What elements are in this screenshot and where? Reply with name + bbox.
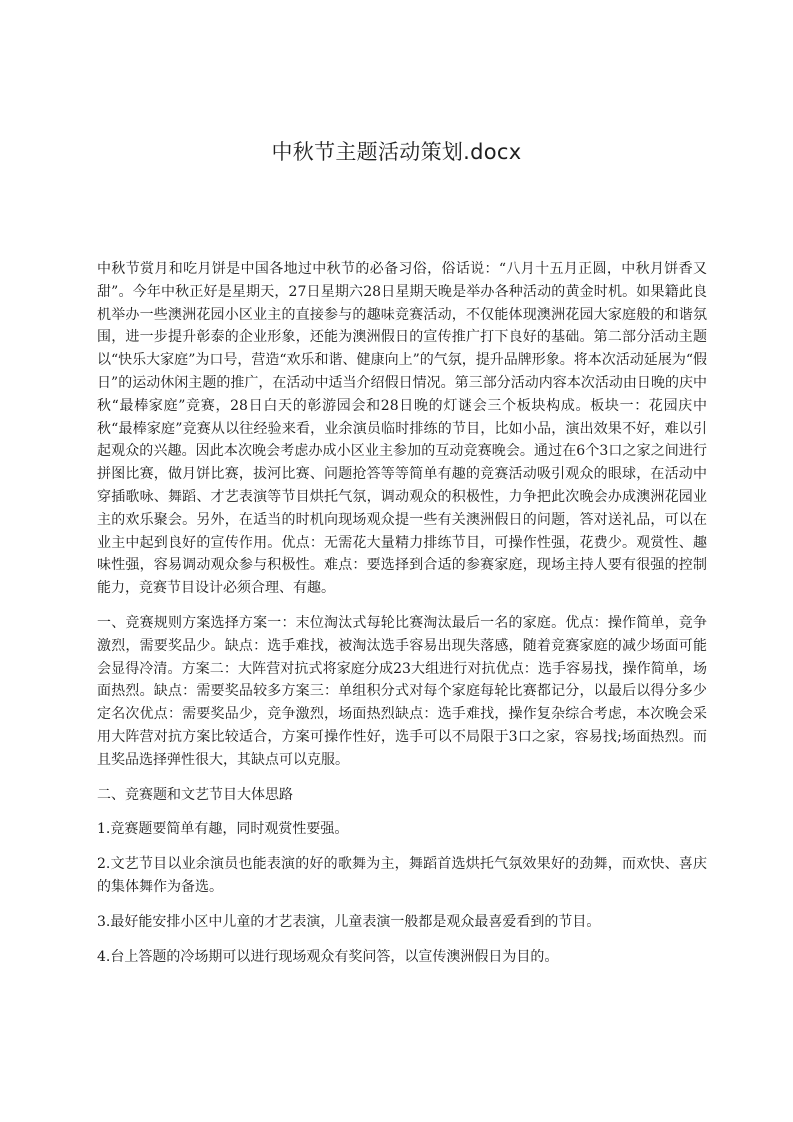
document-title: 中秋节主题活动策划.docx <box>271 140 522 164</box>
document-body <box>97 258 707 980</box>
list-item-4: 4.台上答题的冷场期可以进行现场观众有奖问答，以宣传澳洲假日为目的。 <box>97 948 559 965</box>
paragraph-rules: 一、竞赛规则方案选择方案一：末位淘汰式每轮比赛淘汰最后一名的家庭。优点：操作简单，竞争激烈，需要奖品少。缺点：选手难找，被淘汰选手容易出现失落感，随着竞赛家庭的减少场面可能会显得冷清。方案二：大阵营对抗式将家庭分成23大组进行对抗优点：选手容易找，操作简单，场面热烈。缺点：需要奖品较多方案三：单组积分式对每个家庭每轮比赛都记分，以最后以得分多少定名次优点：需要奖品少，竞争激烈，场面热烈缺点：选手难找，操作复杂综合考虑，本次晚会采用大阵营对抗方案比较适合，方案可操作性好，选手可以不局限于3口之家，容易找;场面热烈。而且奖品选择弹性很大，其缺点可以克服。 <box>97 614 707 768</box>
list-item-3: 3.最好能安排小区中儿童的才艺表演，儿童表演一般都是观众最喜爱看到的节目。 <box>97 913 601 930</box>
section-heading-program-ideas: 二、竞赛题和文艺节目大体思路 <box>97 786 293 803</box>
paragraph-intro: 中秋节赏月和吃月饼是中国各地过中秋节的必备习俗，俗话说：“八月十五月正圆，中秋月饼香又甜”。今年中秋正好是星期天，27日星期六28日星期天晚是举办各种活动的黄金时机。如果籍此良机举办一些澳洲花园小区业主的直接参与的趣味竞赛活动，不仅能体现澳洲花园大家庭般的和谐氛围，进一步提升彰泰的企业形象，还能为澳洲假日的宣传推广打下良好的基础。第二部分活动主题以“快乐大家庭”为口号，营造“欢乐和谐、健康向上”的气氛，提升品牌形象。将本次活动延展为“假日”的运动休闲主题的推广，在活动中适当介绍假日情况。第三部分活动内容本次活动由日晚的庆中秋“最棒家庭”竞赛，28日白天的彰游园会和28日晚的灯谜会三个板块构成。板块一：花园庆中秋“最棒家庭”竞赛从以往经验来看，业余演员临时排练的节目，比如小品，演出效果不好，难以引起观众的兴趣。因此本次晚会考虑办成小区业主参加的互动竞赛晚会。通过在6个3口之家之间进行拼图比赛，做月饼比赛，拔河比赛、问题抢答等等简单有趣的竞赛活动吸引观众的眼球，在活动中穿插歌咏、舞蹈、才艺表演等节目烘托气氛，调动观众的积极性，力争把此次晚会办成澳洲花园业主的欢乐聚会。另外，在适当的时机向现场观众提一些有关澳洲假日的问题，答对送礼品，可以在业主中起到良好的宣传作用。优点：无需花大量精力排练节目，可操作性强，花费少。观赏性、趣味性强，容易调动观众参与积极性。难点：要选择到合适的参赛家庭，现场主持人要有很强的控制能力，竞赛节目设计必须合理、有趣。 <box>97 261 707 597</box>
list-item-2: 2.文艺节目以业余演员也能表演的好的歌舞为主，舞蹈首选烘托气氛效果好的劲舞，而欢快、喜庆的集体舞作为备选。 <box>97 856 707 895</box>
list-item-1: 1.竞赛题要简单有趣，同时观赏性要强。 <box>97 821 349 838</box>
